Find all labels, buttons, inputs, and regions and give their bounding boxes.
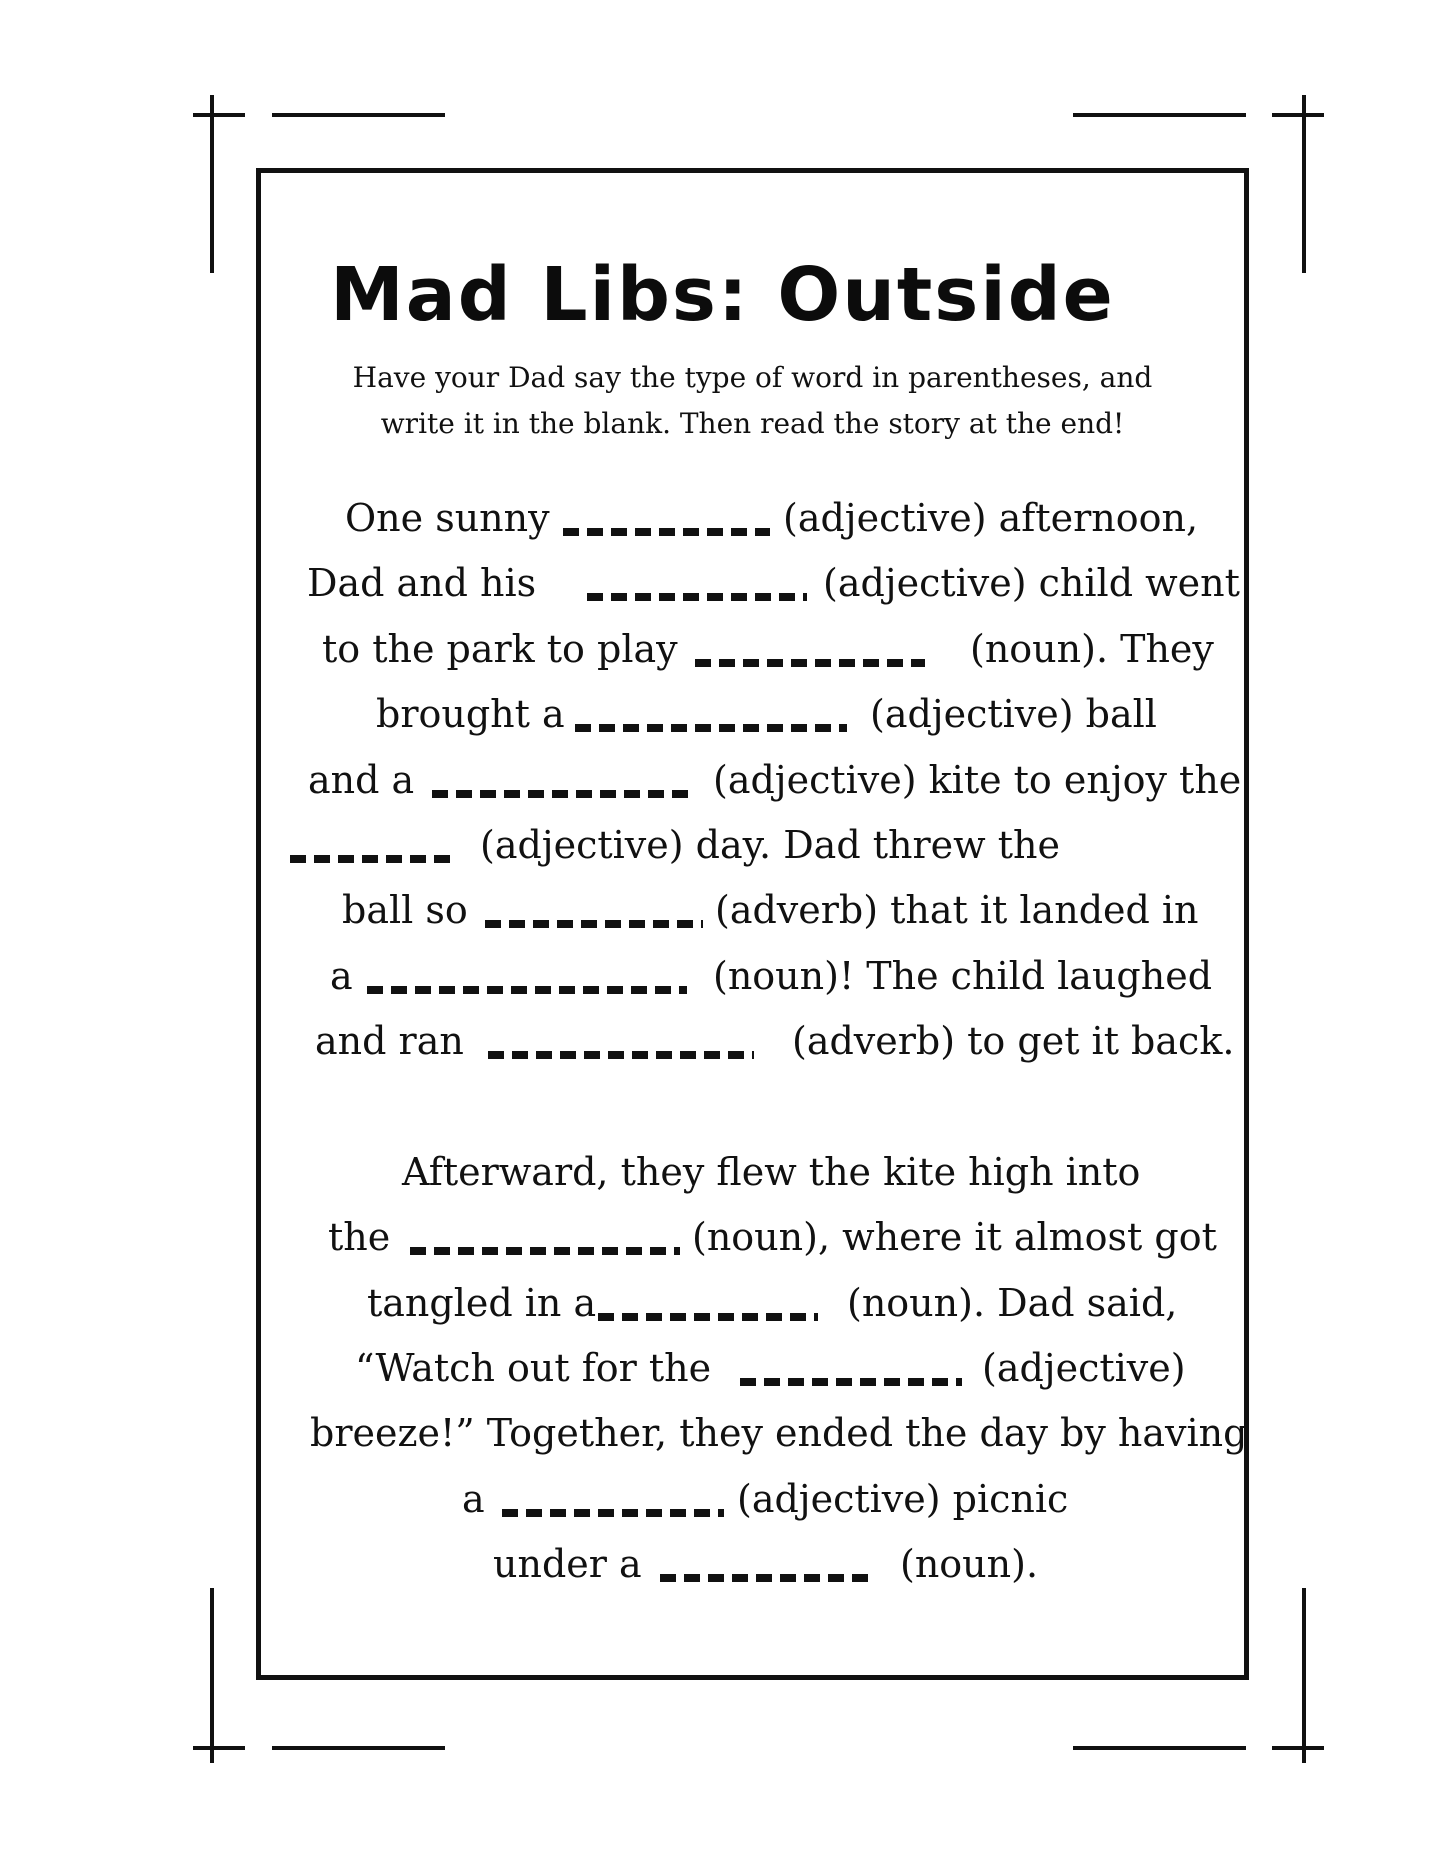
story-text: (adjective) ball [870,692,1157,737]
story-text: (noun), where it almost got [692,1215,1217,1260]
story-line [270,1205,1235,1270]
instructions [300,355,1205,447]
story-line [270,813,1235,878]
story-text: and ran [315,1019,464,1064]
story-line [270,1336,1235,1401]
story-line [270,551,1240,616]
story-text: tangled in a [367,1280,597,1325]
story [270,486,1248,1598]
story-text: (adjective) [982,1346,1186,1391]
word-blank[interactable] [740,1378,962,1386]
story-text: (noun). [900,1542,1039,1587]
story-text: a [462,1476,485,1521]
story-line [270,1401,1248,1466]
word-blank[interactable] [502,1509,724,1517]
story-text: breeze!” Together, they ended the day by having [310,1411,1248,1456]
story-line [270,1009,1235,1074]
word-blank[interactable] [598,1313,818,1321]
story-text: under a [493,1542,642,1587]
story-text: (adjective) child went [823,561,1240,606]
story-text: (adjective) kite to enjoy the [713,757,1242,802]
instructions-line-2: write it in the blank. Then read the story at the end! [380,407,1125,440]
story-text: to the park to play [322,626,678,671]
word-blank[interactable] [587,593,807,601]
word-blank[interactable] [485,920,703,928]
story-text: (noun)! The child laughed [713,953,1213,998]
story-line [270,1140,1235,1205]
page-title: Mad Libs: Outside [330,252,1115,338]
story-text: (adjective) day. Dad threw the [480,822,1060,867]
story-text: Afterward, they flew the kite high into [402,1149,1141,1194]
word-blank[interactable] [563,528,770,536]
story-text: (adverb) that it landed in [715,888,1199,933]
story-line [270,1532,1235,1597]
instructions-line-1: Have your Dad say the type of word in parentheses, and [352,361,1153,394]
story-text: Dad and his [307,561,537,606]
story-text: (adverb) to get it back. [792,1019,1235,1064]
story-line [270,1271,1235,1336]
story-text: (adjective) afternoon, [783,496,1199,540]
story-text: ball so [342,888,468,933]
story-text: “Watch out for the [355,1346,712,1391]
story-line [270,944,1235,1009]
story-text: (noun). Dad said, [847,1280,1178,1325]
word-blank[interactable] [575,724,847,732]
story-text: and a [308,757,415,802]
story-text: One sunny [345,496,550,540]
word-blank[interactable] [367,986,687,994]
word-blank[interactable] [695,659,925,667]
story-text: a [330,953,353,998]
word-blank[interactable] [410,1247,680,1255]
story-line [270,748,1242,813]
word-blank[interactable] [432,790,694,798]
story-line [270,617,1235,682]
story-text: (noun). They [970,626,1214,671]
word-blank[interactable] [660,1574,872,1582]
story-text: brought a [376,692,565,737]
word-blank[interactable] [488,1051,754,1059]
story-line [270,1467,1235,1532]
word-blank[interactable] [290,855,450,863]
story-text: the [328,1215,391,1260]
story-line [270,878,1235,943]
story-line [270,682,1235,747]
story-text: (adjective) picnic [737,1476,1069,1521]
story-line [270,486,1235,551]
